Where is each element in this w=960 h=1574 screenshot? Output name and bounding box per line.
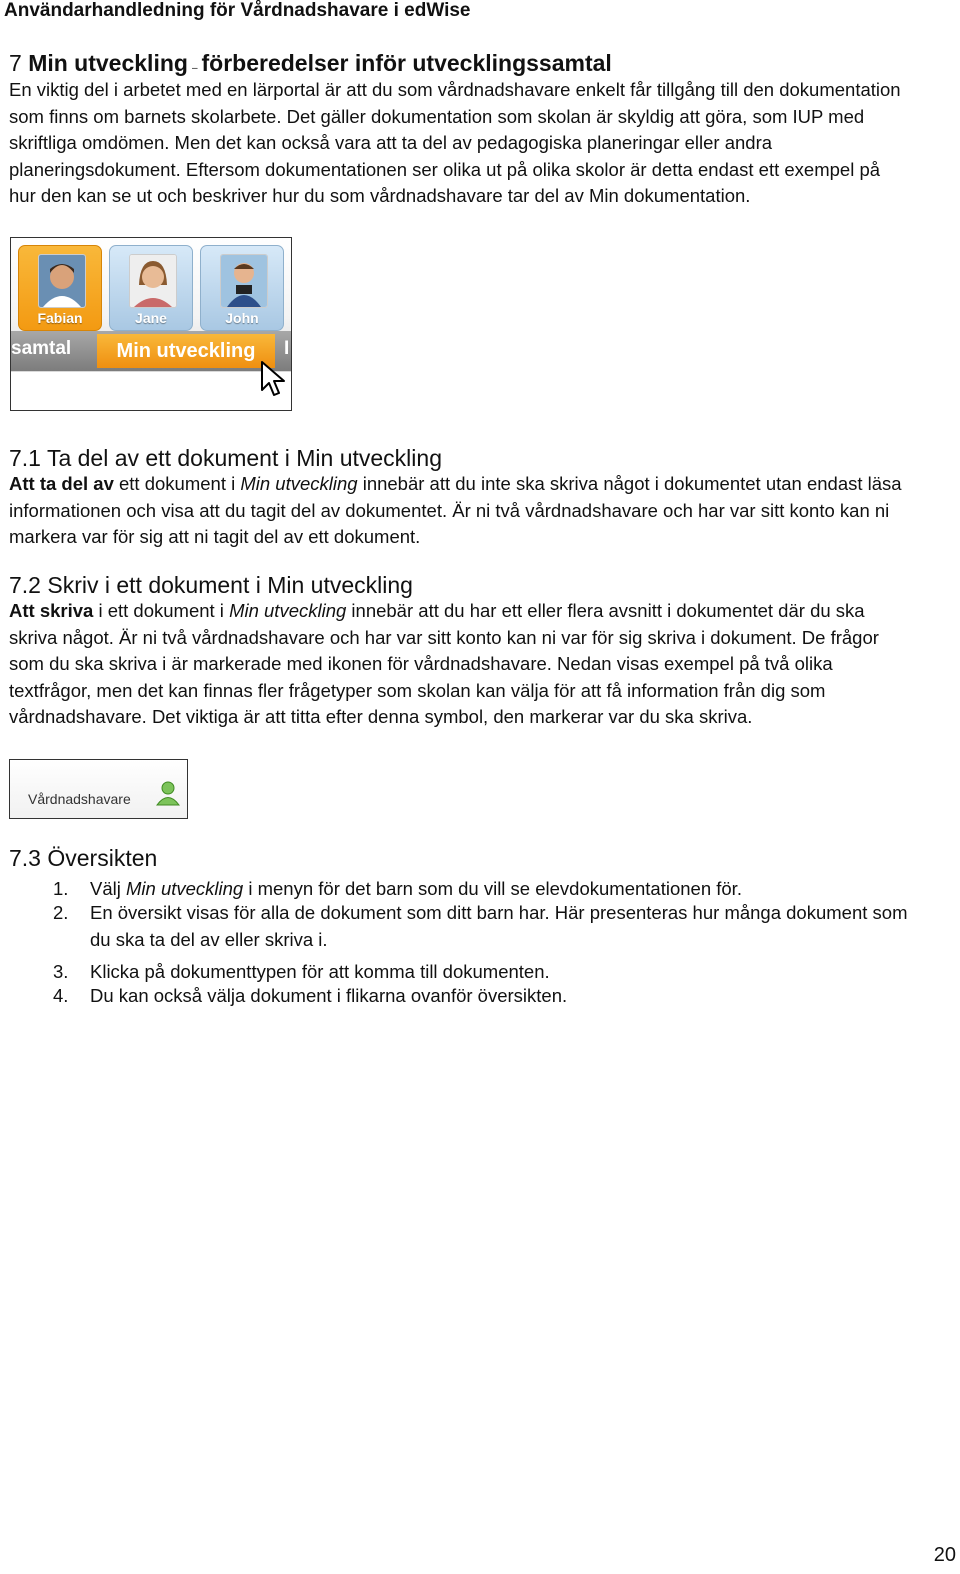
guardian-person-icon xyxy=(156,780,180,811)
step-text: Välj xyxy=(90,878,126,899)
section-7-heading xyxy=(9,50,612,77)
child-photo-icon xyxy=(220,254,268,308)
section-7-title-main: Min utveckling xyxy=(28,50,188,76)
guardian-symbol-screenshot xyxy=(9,759,188,819)
step-text-post: i menyn för det barn som du vill se elevdokumentationen för. xyxy=(243,878,742,899)
section-7-2-paragraph xyxy=(9,598,909,731)
step-number: 2. xyxy=(53,902,69,923)
tab-utvecklingssamtal[interactable]: samtal xyxy=(11,338,72,359)
child-photo-icon xyxy=(129,254,177,308)
overview-steps-list xyxy=(9,876,909,1008)
section-7-2-text1: i ett dokument i xyxy=(93,600,230,621)
mouse-cursor-icon xyxy=(260,360,290,403)
section-7-2-heading: 7.2 Skriv i ett dokument i Min utveckling xyxy=(9,572,413,598)
section-7-1-text1: ett dokument i xyxy=(113,473,241,494)
section-7-1-text2: innebär att du inte ska skriva något i dokumentet utan endast läsa informationen och visa att du tagit del av dokumentet. Är ni två vårdnadshavare och har var sitt konto kan ni markera var för sig att ni tagit del av ett dokument. xyxy=(9,473,902,547)
tab-min-utveckling[interactable]: Min utveckling xyxy=(97,334,275,368)
child-name-fabian: Fabian xyxy=(37,310,83,326)
document-header: Användarhandledning för Vårdnadshavare i edWise xyxy=(4,0,471,21)
section-7-2-lead: Att skriva xyxy=(9,600,94,621)
list-item xyxy=(9,984,909,1008)
page-number: 20 xyxy=(933,1544,956,1566)
list-item xyxy=(9,876,909,902)
section-7-1-lead: Att ta del av xyxy=(9,473,114,494)
section-7-number: 7 xyxy=(9,50,22,76)
step-text: En översikt visas för alla de dokument som ditt barn har. Här presenteras hur många dokument som du ska ta del av eller skriva i. xyxy=(90,902,908,950)
child-selector-screenshot xyxy=(10,237,292,411)
child-tile-john[interactable] xyxy=(200,245,284,331)
section-7-title-rest: förberedelser inför utvecklingssamtal xyxy=(201,50,612,76)
section-7-1-italic: Min utveckling xyxy=(240,473,358,494)
child-photo-icon xyxy=(38,254,86,308)
step-text: Klicka på dokumenttypen för att komma till dokumenten. xyxy=(90,961,550,982)
section-7-dash: – xyxy=(191,63,198,74)
section-7-paragraph: En viktig del i arbetet med en lärportal är att du som vårdnadshavare enkelt får tillgång till den dokumentation som finns om barnets skolarbete. Det gäller dokumentation som skolan är skyldig att göra, som IUP med skriftliga omdömen. Men det kan också vara att ta del av pedagogiska planeringar eller andra planeringsdokument. Eftersom dokumentationen ser olika ut på olika skolor är detta endast ett exempel på hur den kan se ut och beskriver hur du som vårdnadshavare tar del av Min dokumentation. xyxy=(9,79,901,206)
section-7-1-paragraph xyxy=(9,471,909,551)
section-7-2-italic: Min utveckling xyxy=(229,600,347,621)
guardian-label: Vårdnadshavare xyxy=(28,791,131,807)
tab-next[interactable]: I xyxy=(284,338,290,359)
step-number: 1. xyxy=(53,878,69,899)
section-7-3-heading: 7.3 Översikten xyxy=(9,845,158,871)
list-item xyxy=(9,900,909,953)
child-name-jane: Jane xyxy=(135,310,167,326)
list-item xyxy=(9,960,909,984)
step-number: 3. xyxy=(53,961,69,982)
section-7-1-heading: 7.1 Ta del av ett dokument i Min utveckling xyxy=(9,445,442,471)
step-number: 4. xyxy=(53,985,69,1006)
child-tile-fabian[interactable] xyxy=(18,245,102,331)
child-name-john: John xyxy=(225,310,259,326)
step-italic: Min utveckling xyxy=(126,878,244,899)
step-text: Du kan också välja dokument i flikarna ovanför översikten. xyxy=(90,985,568,1006)
child-tile-jane[interactable] xyxy=(109,245,193,331)
section-7-2-text2: innebär att du har ett eller flera avsnitt i dokumentet där du ska skriva något. Är ni två vårdnadshavare och har var sitt konto kan ni var för sig skriva i dokument. De frågor som du ska skriva i är markerade med ikonen för vårdnadshavare. Nedan visas exempel på två olika textfrågor, men det kan finnas fler frågetyper som skolan kan välja för att få information från dig som vårdnadshavare. Det viktiga är att titta efter denna symbol, den markerar var du ska skriva. xyxy=(9,600,879,727)
